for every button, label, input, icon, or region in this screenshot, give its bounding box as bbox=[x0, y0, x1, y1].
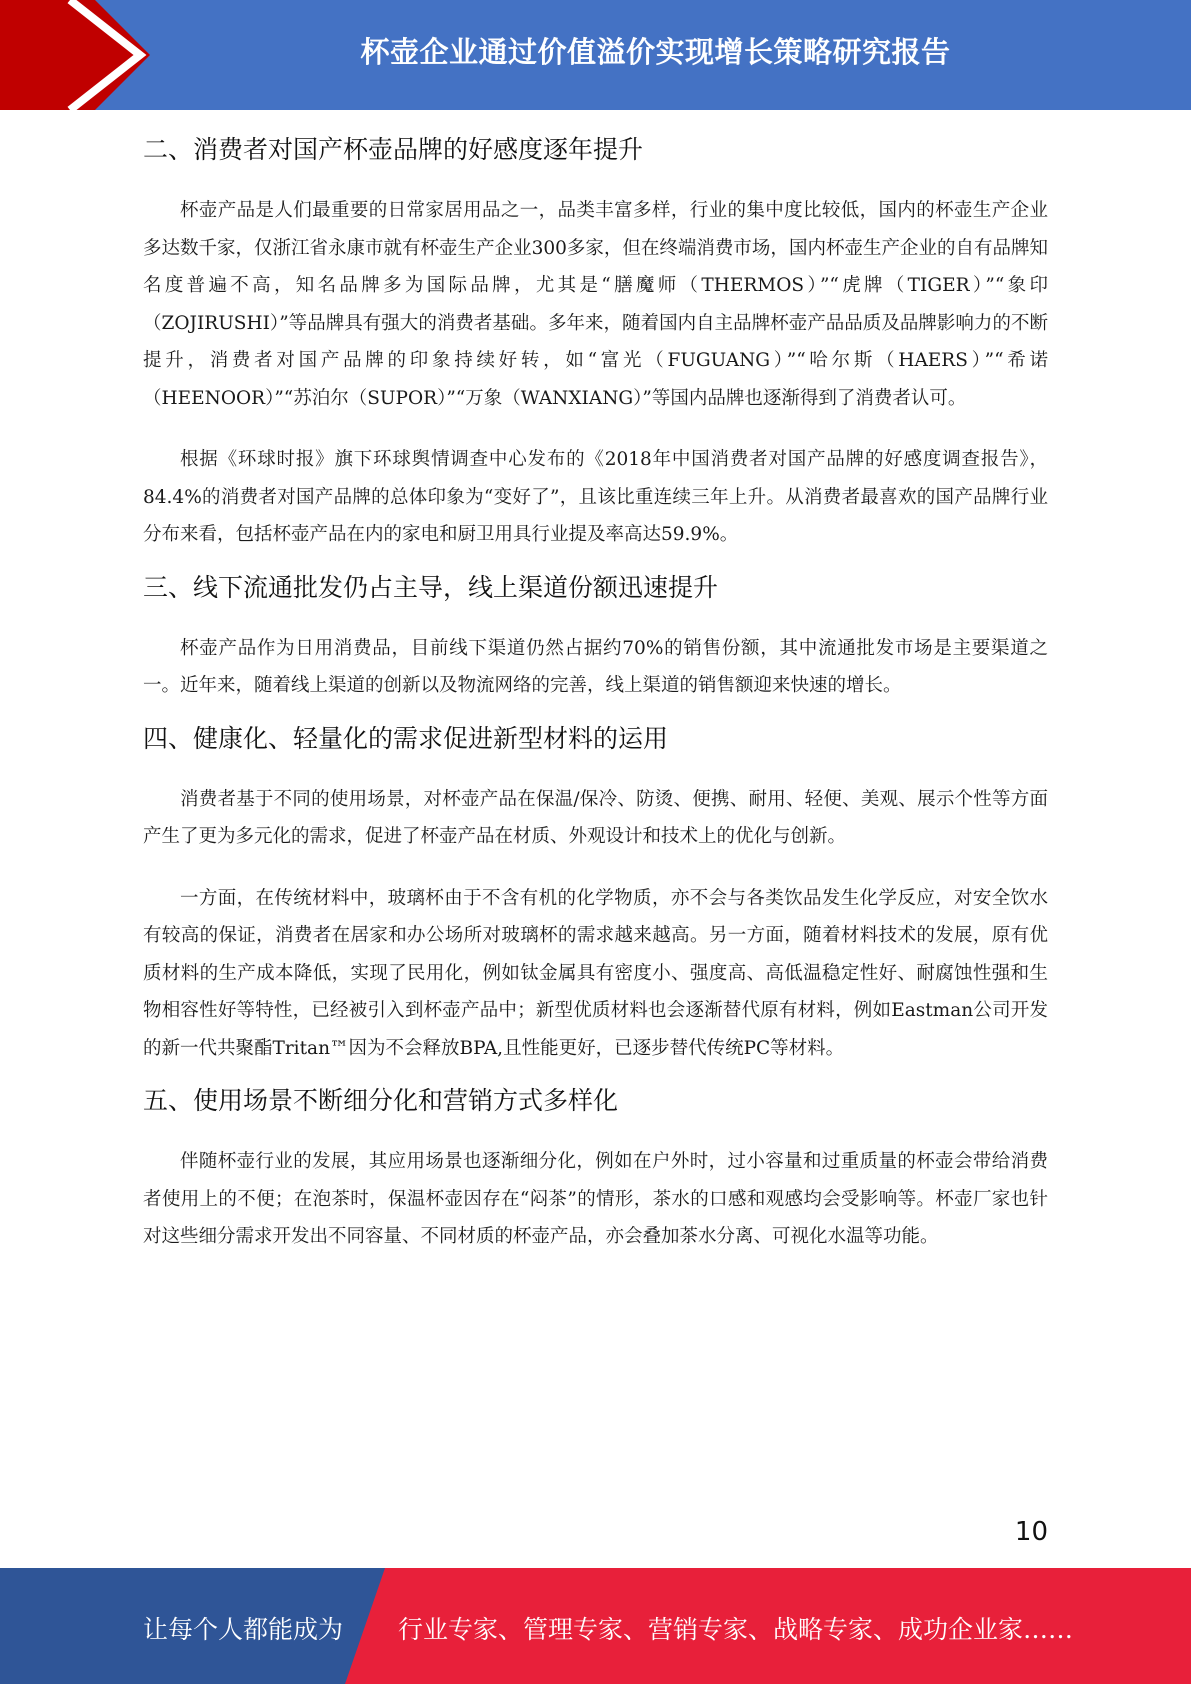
paragraph: 消费者基于不同的使用场景，对杯壶产品在保温/保冷、防烫、便携、耐用、轻便、美观、展示个性等方面产生了更为多元化的需求，促进了杯壶产品在材质、外观设计和技术上的优化与创新。 bbox=[143, 788, 1048, 847]
paragraph: 杯壶产品作为日用消费品，目前线下渠道仍然占据约70%的销售份额，其中流通批发市场是主要渠道之一。近年来，随着线上渠道的创新以及物流网络的完善，线上渠道的销售额迎来快速的增长。 bbox=[143, 637, 1048, 696]
page-header bbox=[0, 0, 1191, 110]
footer-slogan-right: 行业专家、管理专家、营销专家、战略专家、成功企业家…… bbox=[398, 1615, 1074, 1644]
section-heading: 三、线下流通批发仍占主导，线上渠道份额迅速提升 bbox=[143, 572, 719, 602]
paragraph: 伴随杯壶行业的发展，其应用场景也逐渐细分化，例如在户外时，过小容量和过重质量的杯壶会带给消费者使用上的不便；在泡茶时，保温杯壶因存在“闷茶”的情形，茶水的口感和观感均会受影响等。杯壶厂家也针对这些细分需求开发出不同容量、不同材质的杯壶产品，亦会叠加茶水分离、可视化水温等功能。 bbox=[143, 1151, 1048, 1247]
paragraph: 根据《环球时报》旗下环球舆情调查中心发布的《2018年中国消费者对国产品牌的好感度调查报告》，84.4%的消费者对国产品牌的总体印象为“变好了”，且该比重连续三年上升。从消费者最喜欢的国产品牌行业分布来看，包括杯壶产品在内的家电和厨卫用具行业提及率高达59.9%。 bbox=[143, 449, 1048, 545]
document-body bbox=[143, 128, 1048, 1256]
section-heading: 五、使用场景不断细分化和营销方式多样化 bbox=[143, 1086, 619, 1115]
section-heading: 四、健康化、轻量化的需求促进新型材料的运用 bbox=[143, 723, 669, 753]
paragraph: 杯壶产品是人们最重要的日常家居用品之一，品类丰富多样，行业的集中度比较低，国内的杯壶生产企业多达数千家，仅浙江省永康市就有杯壶生产企业300多家，但在终端消费市场，国内杯壶生产企业的自有品牌知名度普遍不高，知名品牌多为国际品牌，尤其是“膳魔师（THERMOS）”“虎牌（TIGER）”“象印（ZOJIRUSHI）”等品牌具有强大的消费者基础。多年来，随着国内自主品牌杯壶产品品质及品牌影响力的不断提升，消费者对国产品牌的印象持续好转，如“富光（FUGUANG）”“哈尔斯（HAERS）”“希诺（HEENOOR）”“苏泊尔（SUPOR）”“万象（WANXIANG）”等国内品牌也逐渐得到了消费者认可。 bbox=[143, 200, 1048, 409]
header-red-arrow-decoration bbox=[0, 0, 160, 110]
footer-slogan-left: 让每个人都能成为 bbox=[143, 1615, 344, 1644]
paragraph: 一方面，在传统材料中，玻璃杯由于不含有机的化学物质，亦不会与各类饮品发生化学反应，对安全饮水有较高的保证，消费者在居家和办公场所对玻璃杯的需求越来越高。另一方面，随着材料技术的发展，原有优质材料的生产成本降低，实现了民用化，例如钛金属具有密度小、强度高、高低温稳定性好、耐腐蚀性强和生物相容性好等特性，已经被引入到杯壶产品中；新型优质材料也会逐渐替代原有材料，例如Eastman公司开发的新一代共聚酯Tritan™因为不会释放BPA,且性能更好，已逐步替代传统PC等材料。 bbox=[143, 887, 1048, 1059]
page-footer bbox=[0, 1568, 1191, 1684]
section-heading: 二、消费者对国产杯壶品牌的好感度逐年提升 bbox=[143, 135, 644, 164]
report-title: 杯壶企业通过价值溢价实现增长策略研究报告 bbox=[360, 35, 951, 69]
page-number: 10 bbox=[1014, 1517, 1048, 1547]
